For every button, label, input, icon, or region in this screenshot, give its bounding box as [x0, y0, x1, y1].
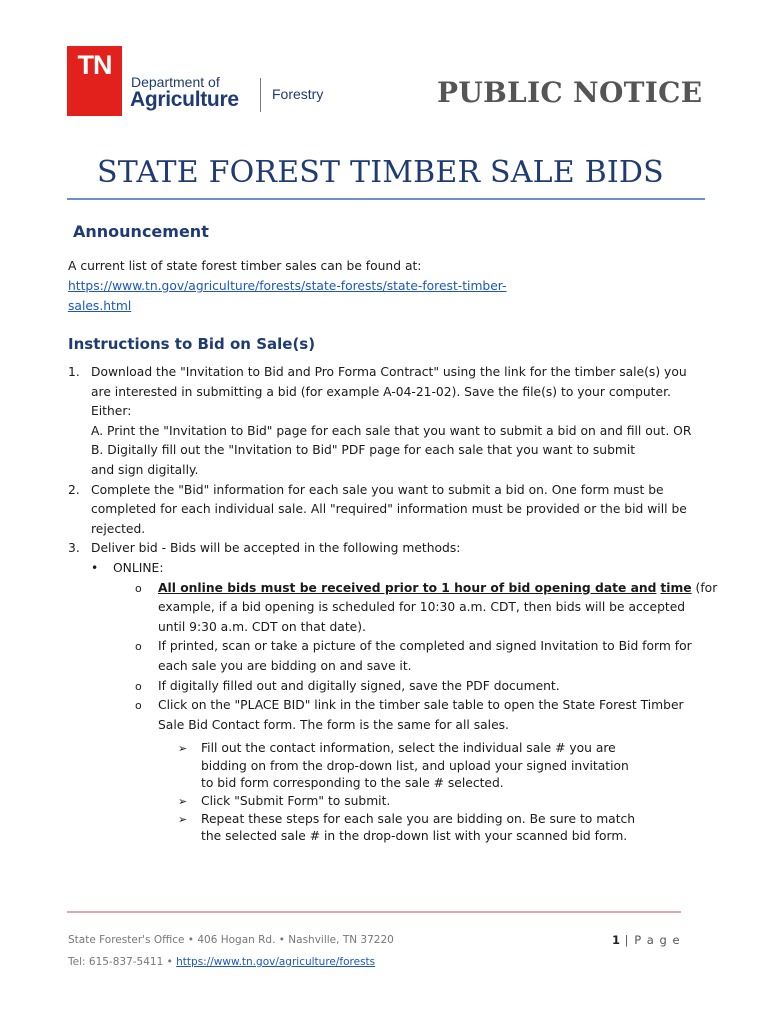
deadline-emphasis: All online bids must be received prior to 1 hour of bid opening date and: [158, 580, 657, 595]
submit-step-text: Click "Submit Form" to submit.: [201, 794, 391, 809]
step-number: 3.: [68, 541, 80, 556]
list-item: [68, 539, 718, 846]
public-notice-label: PUBLIC NOTICE: [437, 76, 703, 109]
list-item: [91, 559, 718, 846]
footer-website-link[interactable]: https://www.tn.gov/agriculture/forests: [176, 956, 376, 968]
step1-line: A. Print the "Invitation to Bid" page for each sale that you want to submit a bid on and fill out. OR: [91, 423, 692, 438]
online-instructions-list: [113, 579, 718, 736]
deadline-text: (for: [691, 580, 718, 595]
document-title: STATE FOREST TIMBER SALE BIDS: [97, 155, 664, 190]
deadline-text: example, if a bid opening is scheduled for 10:30 a.m. CDT, then bids will be accepted: [158, 600, 686, 615]
footer-divider: [67, 911, 681, 913]
list-item: [113, 637, 718, 676]
circle-bullet-icon: o: [135, 581, 142, 595]
contact-step-text: to bid form corresponding to the sale # selected.: [201, 776, 504, 791]
step1-line: and sign digitally.: [91, 462, 199, 477]
place-bid-text: Click on the "PLACE BID" link in the timber sale table to open the State Forest Timber: [158, 698, 684, 713]
timber-sales-link-line2: sales.html: [68, 299, 132, 313]
logo-agriculture: Agriculture: [130, 88, 239, 111]
repeat-step-text: the selected sale # in the drop-down list with your scanned bid form.: [201, 829, 628, 844]
place-bid-text: Sale Bid Contact form. The form is the same for all sales.: [158, 717, 509, 732]
logo-department-of: Department of: [131, 74, 220, 90]
page-number-value: 1: [612, 933, 621, 947]
list-item: [68, 363, 718, 481]
step-number: 2.: [68, 482, 80, 497]
announcement-body: [68, 256, 568, 316]
arrow-bullet-icon: ➢: [178, 812, 188, 826]
scan-text: If printed, scan or take a picture of the completed and signed Invitation to Bid form for: [158, 639, 692, 654]
instructions-heading: Instructions to Bid on Sale(s): [68, 335, 316, 353]
step2-line: completed for each individual sale. All "required" information must be provided or the bid will be: [91, 502, 687, 517]
logo-divider: [260, 78, 261, 112]
step1-line: are interested in submitting a bid (for example A-04-21-02). Save the file(s) to your computer.: [91, 384, 671, 399]
title-divider: [67, 198, 705, 200]
tn-logo-box: [67, 46, 122, 116]
step1-line: B. Digitally fill out the "Invitation to Bid" PDF page for each sale that you want to submit: [91, 443, 636, 458]
scan-text: each sale you are bidding on and save it.: [158, 658, 412, 673]
contact-step-text: bidding on from the drop-down list, and upload your signed invitation: [201, 758, 629, 773]
page-label: | P a g e: [620, 933, 681, 947]
circle-bullet-icon: o: [135, 699, 142, 713]
list-item: [113, 579, 718, 638]
online-label: ONLINE:: [113, 560, 164, 575]
logo-forestry: Forestry: [272, 86, 324, 102]
repeat-step-text: Repeat these steps for each sale you are bidding on. Be sure to match: [201, 811, 636, 826]
list-item: [113, 811, 718, 846]
footer-phone: Tel: 615-837-5411 •: [68, 956, 177, 968]
list-item: [113, 677, 718, 697]
list-item: [113, 696, 718, 735]
circle-bullet-icon: o: [135, 640, 142, 654]
delivery-methods-list: [91, 559, 718, 846]
list-item: [68, 481, 718, 540]
instructions-list: [68, 363, 718, 846]
deadline-text: until 9:30 a.m. CDT on that date).: [158, 619, 366, 634]
circle-bullet-icon: o: [135, 679, 142, 693]
step1-line: Either:: [91, 404, 132, 419]
timber-sales-link[interactable]: [68, 279, 507, 313]
bullet-icon: •: [91, 560, 99, 575]
arrow-bullet-icon: ➢: [178, 795, 188, 809]
step2-line: Complete the "Bid" information for each sale you want to submit a bid on. One form must be: [91, 482, 664, 497]
arrow-bullet-icon: ➢: [178, 742, 188, 756]
announcement-heading: Announcement: [73, 222, 209, 241]
list-item: [113, 740, 718, 793]
announcement-text: A current list of state forest timber sales can be found at:: [68, 259, 422, 273]
contact-form-steps-list: [113, 740, 718, 846]
step-number: 1.: [68, 365, 80, 379]
page-number: [612, 933, 681, 947]
footer-contact: [68, 956, 375, 968]
step1-line: Download the "Invitation to Bid and Pro Forma Contract" using the link for the timber sale(s) you: [91, 365, 687, 379]
step3-text: Deliver bid - Bids will be accepted in the following methods:: [91, 541, 461, 556]
timber-sales-link-line1: https://www.tn.gov/agriculture/forests/state-forests/state-forest-timber-: [68, 279, 507, 293]
footer-address: State Forester's Office • 406 Hogan Rd. • Nashville, TN 37220: [68, 934, 394, 946]
tn-logo-text: TN: [77, 50, 112, 80]
step2-line: rejected.: [91, 521, 146, 536]
deadline-emphasis-time: time: [660, 580, 692, 595]
list-item: [113, 793, 718, 811]
save-pdf-text: If digitally filled out and digitally signed, save the PDF document.: [158, 678, 560, 693]
contact-step-text: Fill out the contact information, select the individual sale # you are: [201, 741, 616, 756]
